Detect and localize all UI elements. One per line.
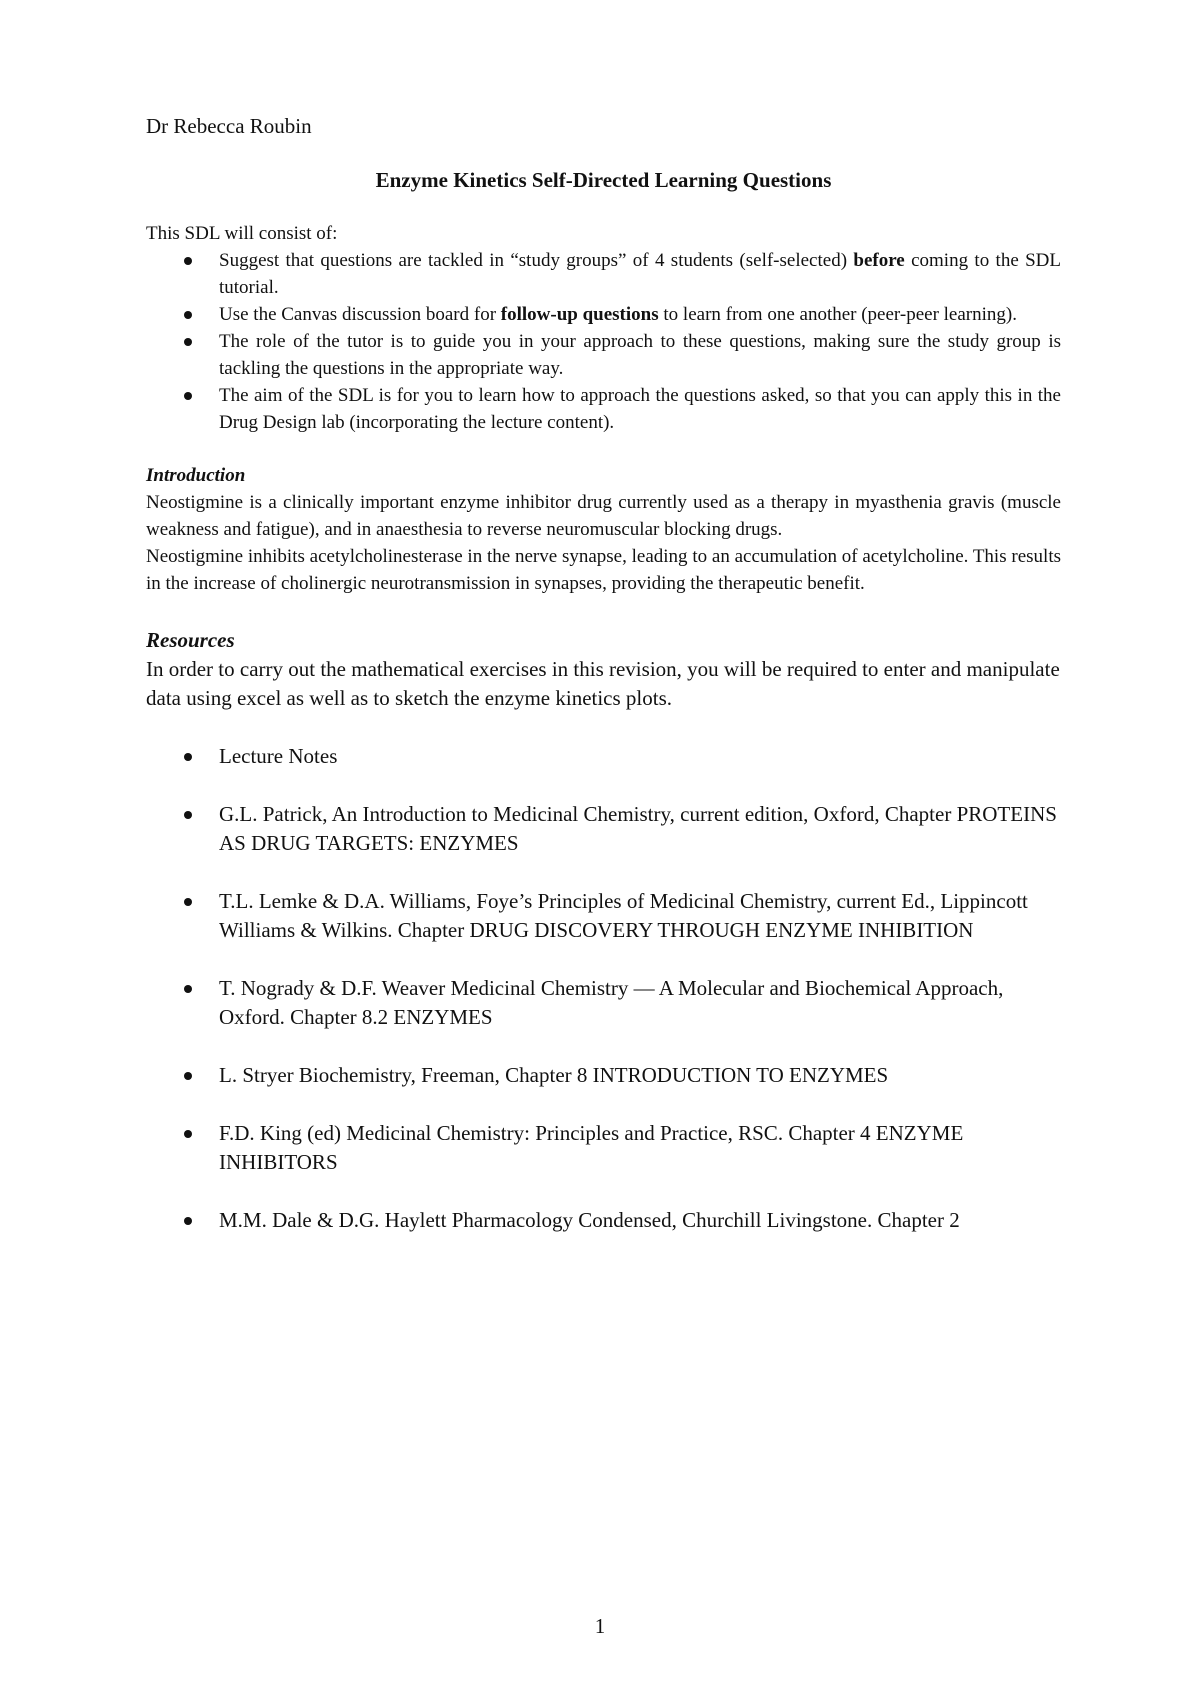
sdl-intro: This SDL will consist of: — [146, 223, 338, 244]
resource-item — [146, 1061, 1061, 1090]
resource-item-text: G.L. Patrick, An Introduction to Medicinal Chemistry, current edition, Oxford, Chapter PROTEINS AS DRUG TARGETS: ENZYMES — [219, 802, 1057, 855]
resources-list — [146, 742, 1061, 1235]
author-name: Dr Rebecca Roubin — [146, 114, 312, 138]
resources-heading: Resources — [146, 628, 235, 652]
sdl-list — [146, 247, 1061, 436]
sdl-item-text: Suggest that questions are tackled in “study groups” of 4 students (self-selected) — [219, 250, 854, 271]
resource-item — [146, 887, 1061, 945]
resource-item-text: T. Nogrady & D.F. Weaver Medicinal Chemistry — A Molecular and Biochemical Approach, Oxford. Chapter 8.2 ENZYMES — [219, 976, 1004, 1029]
bullet-icon — [184, 811, 192, 819]
resource-item — [146, 800, 1061, 858]
sdl-item-bold: before — [853, 250, 905, 271]
sdl-list-item — [146, 301, 1061, 328]
sdl-list-item — [146, 328, 1061, 382]
page-number: 1 — [594, 1614, 606, 1638]
bullet-icon — [184, 1072, 192, 1080]
introduction-paragraph: Neostigmine is a clinically important enzyme inhibitor drug currently used as a therapy in myasthenia gravis (muscle weakness and fatigue), and in anaesthesia to reverse neuromuscular blocking drugs. — [146, 492, 1061, 540]
sdl-item-text: The role of the tutor is to guide you in your approach to these questions, making sure the study group is tackling the questions in the appropriate way. — [219, 331, 1061, 379]
bullet-icon — [184, 985, 192, 993]
page-content — [146, 112, 1061, 1264]
bullet-icon — [184, 1217, 192, 1225]
sdl-item-text: coming to the SDL tutorial. — [219, 250, 1061, 298]
resource-item — [146, 742, 1061, 771]
sdl-item-text: The aim of the SDL is for you to learn how to approach the questions asked, so that you can apply this in the Drug Design lab (incorporating the lecture content). — [219, 385, 1061, 433]
bullet-icon — [184, 257, 192, 265]
bullet-icon — [184, 392, 192, 400]
sdl-item-bold: follow-up questions — [500, 304, 659, 325]
resource-item — [146, 1119, 1061, 1177]
sdl-item-text: Use the Canvas discussion board for — [219, 304, 501, 325]
resource-item-text: F.D. King (ed) Medicinal Chemistry: Principles and Practice, RSC. Chapter 4 ENZYME INHIBITORS — [219, 1121, 964, 1174]
resource-item-text: L. Stryer Biochemistry, Freeman, Chapter 8 INTRODUCTION TO ENZYMES — [219, 1063, 889, 1087]
resource-item-text: Lecture Notes — [219, 744, 338, 768]
sdl-item-text: to learn from one another (peer-peer learning). — [658, 304, 1017, 325]
resource-item-text: M.M. Dale & D.G. Haylett Pharmacology Condensed, Churchill Livingstone. Chapter 2 — [219, 1208, 960, 1232]
introduction-paragraph: Neostigmine inhibits acetylcholinesterase in the nerve synapse, leading to an accumulation of acetylcholine. This results in the increase of cholinergic neurotransmission in synapses, providing the therapeutic benefit. — [146, 546, 1061, 594]
bullet-icon — [184, 898, 192, 906]
document-title: Enzyme Kinetics Self-Directed Learning Questions — [375, 168, 832, 192]
bullet-icon — [184, 1130, 192, 1138]
resource-item — [146, 1206, 1061, 1235]
bullet-icon — [184, 311, 192, 319]
bullet-icon — [184, 338, 192, 346]
bullet-icon — [184, 753, 192, 761]
resource-item-text: T.L. Lemke & D.A. Williams, Foye’s Principles of Medicinal Chemistry, current Ed., Lippincott Williams & Wilkins. Chapter DRUG DISCOVERY THROUGH ENZYME INHIBITION — [219, 889, 1028, 942]
resource-item — [146, 974, 1061, 1032]
sdl-list-item — [146, 247, 1061, 301]
resources-paragraph: In order to carry out the mathematical exercises in this revision, you will be required to enter and manipulate data using excel as well as to sketch the enzyme kinetics plots. — [146, 657, 1060, 710]
sdl-list-item — [146, 382, 1061, 436]
introduction-heading: Introduction — [146, 465, 246, 486]
